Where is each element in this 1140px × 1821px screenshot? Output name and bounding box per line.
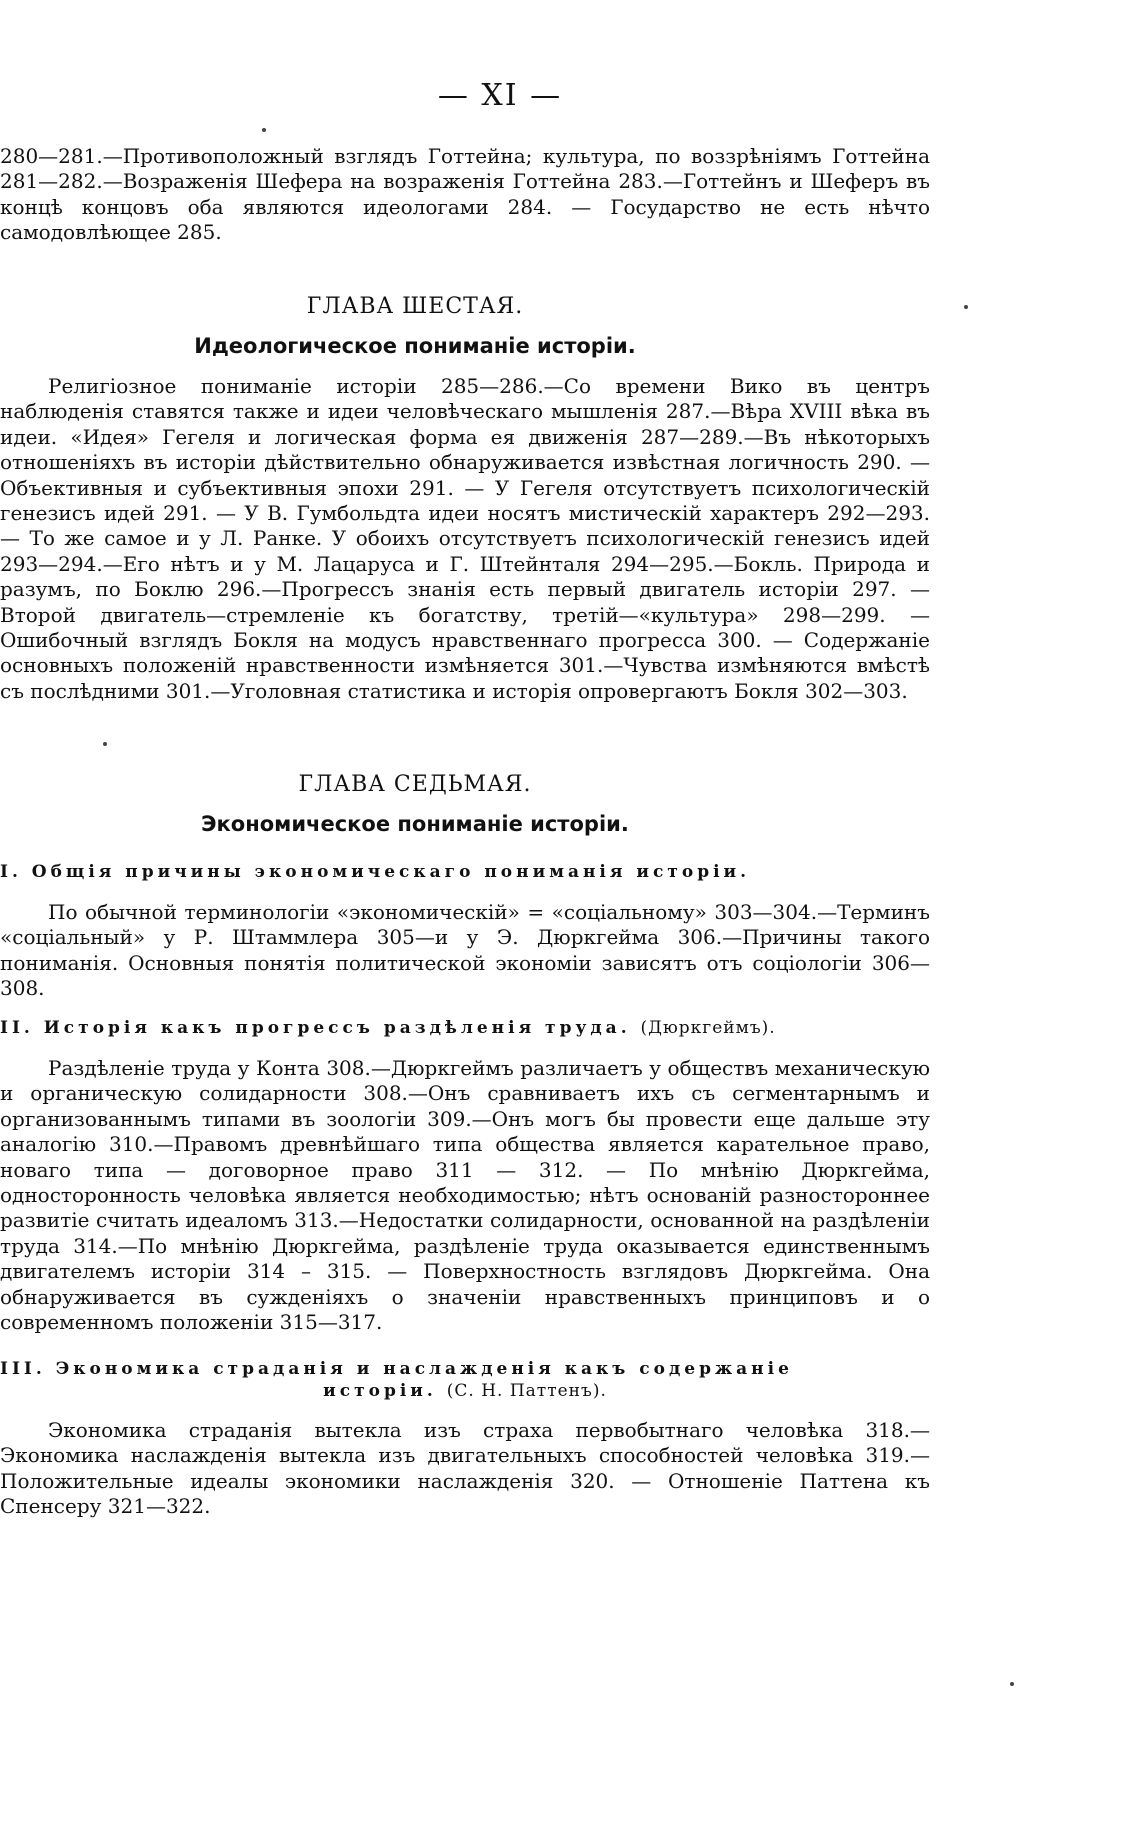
section-3-heading bbox=[0, 1358, 930, 1402]
print-speck bbox=[103, 742, 107, 746]
chapter-7-subtitle: Экономическое пониманіе исторіи. bbox=[201, 812, 629, 836]
section-3-heading-line1: III. Экономика страданія и наслажденія какъ содержаніе bbox=[0, 1359, 793, 1379]
chapter-6-paragraph: Религіозное пониманіе исторіи 285—286.—Со времени Вико въ центръ наблюденія ставятся также и идеи человѣческаго мышленія 287.—Вѣра XVIII вѣка въ идеи. «Идея» Гегеля и логическая форма ея движенія 287—289.—Въ нѣкоторыхъ отношеніяхъ въ исторіи дѣйствительно обнаруживается извѣстная логичность 290. — Объективныя и субъективныя эпохи 291. — У Гегеля отсутствуетъ психологическій генезисъ идей 291. — У В. Гумбольдта идеи носятъ мистическій характеръ 292—293. — То же самое и у Л. Ранке. У обоихъ отсутствуетъ психологическій генезисъ идей 293—294.—Его нѣтъ и у М. Лацаруса и Г. Штейнталя 294—295.—Бокль. Природа и разумъ, по Боклю 296.—Прогрессъ знанія есть первый двигатель исторіи 297. — Второй двигатель—стремленіе къ богатству, третій—«культура» 298—299. — Ошибочный взглядъ Бокля на модусъ нравственнаго прогресса 300. — Содержаніе основныхъ положеній нравственности измѣняется 301.—Чувства измѣняются вмѣстѣ съ послѣдними 301.—Уголовная статистика и исторія опровергаютъ Бокля 302—303. bbox=[0, 374, 930, 703]
section-2-heading-text: II. Исторія какъ прогрессъ раздѣленія труда. bbox=[0, 1018, 631, 1038]
chapter-6-subtitle: Идеологическое пониманіе исторіи. bbox=[194, 334, 636, 358]
continued-paragraph: 280—281.—Противоположный взглядъ Готтейна; культура, по воззрѣніямъ Готтейна 281—282.—Возраженія Шефера на возраженія Готтейна 283.—Готтейнъ и Шеферъ въ концѣ концовъ оба являются идеологами 284. — Государство не есть нѣчто самодовлѣющее 285. bbox=[0, 144, 930, 245]
page-number: — XI — bbox=[437, 78, 563, 113]
print-speck bbox=[964, 305, 968, 309]
chapter-6-title: ГЛАВА ШЕСТАЯ. bbox=[306, 294, 524, 319]
section-3-heading-author: (С. Н. Паттенъ). bbox=[446, 1381, 607, 1401]
print-speck bbox=[262, 128, 266, 132]
section-2-paragraph: Раздѣленіе труда у Конта 308.—Дюркгеймъ различаетъ у обществъ механическую и органическую солидарности 308.—Онъ сравниваетъ ихъ съ сегментарнымъ и организованнымъ типами въ зоологіи 309.—Онъ могъ бы провести еще дальше эту аналогію 310.—Правомъ древнѣйшаго типа общества является карательное право, новаго типа — договорное право 311 — 312. — По мнѣнію Дюркгейма, односторонность человѣка является необходимостью; нѣтъ основаній разностороннее развитіе считать идеаломъ 313.—Недостатки солидарности, основанной на раздѣленіи труда 314.—По мнѣнію Дюркгейма, раздѣленіе труда оказывается единственнымъ двигателемъ исторіи 314 – 315. — Поверхностность взглядовъ Дюркгейма. Она обнаруживается въ сужденіяхъ о значеніи нравственныхъ принциповъ и о современномъ положеніи 315—317. bbox=[0, 1056, 930, 1335]
print-speck bbox=[1010, 1682, 1014, 1686]
section-1-paragraph: По обычной терминологіи «экономическій» = «соціальному» 303—304.—Терминъ «соціальный» у Р. Штаммлера 305—и у Э. Дюркгейма 306.—Причины такого пониманія. Основныя понятія политической экономіи зависятъ отъ соціологіи 306—308. bbox=[0, 900, 930, 1001]
section-3-heading-line2-wrap bbox=[0, 1380, 930, 1402]
section-2-heading-author: (Дюркгеймъ). bbox=[640, 1018, 776, 1038]
chapter-7-title: ГЛАВА СЕДЬМАЯ. bbox=[298, 772, 532, 797]
section-2-heading bbox=[0, 1018, 930, 1038]
section-1-heading: I. Общія причины экономическаго пониманія исторіи. bbox=[0, 862, 751, 882]
section-3-paragraph: Экономика страданія вытекла изъ страха первобытнаго человѣка 318.—Экономика наслажденія вытекла изъ двигательныхъ способностей человѣка 319.—Положительные идеалы экономики наслажденія 320. — Отношеніе Паттена къ Спенсеру 321—322. bbox=[0, 1418, 930, 1519]
section-3-heading-line2: исторіи. bbox=[323, 1381, 437, 1401]
